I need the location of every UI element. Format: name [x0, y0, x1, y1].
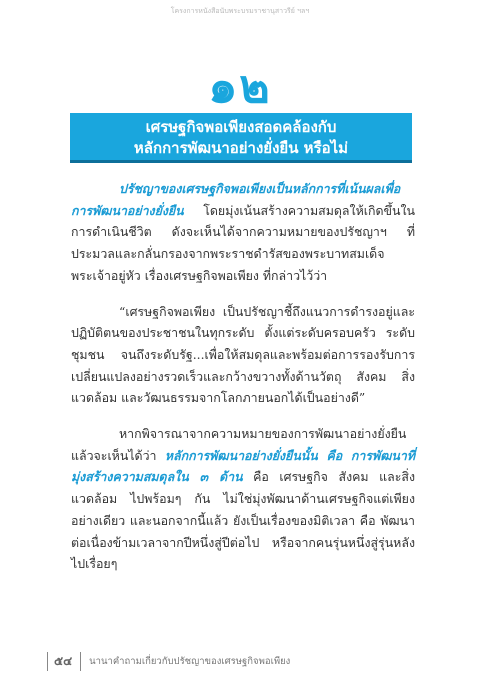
running-header: โครงการหนังสือนับพระบรมราชานุสาวรีย์ ฯลฯ [170, 7, 310, 15]
body-text [71, 178, 415, 589]
page-number: ๕๔ [47, 652, 81, 671]
book-title: นานาคำถามเกี่ยวกับปรัชญาของเศรษฐกิจพอเพียง [89, 655, 291, 667]
paragraph-3-emphasis: หลักการพัฒนาอย่างยั่งยืนนั้น คือ การพัฒนาที่มุ่งสร้างความสมดุลใน ๓ ด้าน [71, 447, 415, 485]
chapter-number: ๑๒ [208, 59, 272, 113]
paragraph-1 [71, 178, 415, 287]
paragraph-1-text: โดยมุ่งเน้นสร้างความสมดุลให้เกิดขึ้นในการดำเนินชีวิต ดังจะเห็นได้จากความหมายของปรัชญาฯ ที่ประมวลและกลั่นกรองจากพระราชดำรัสของพระบาทสมเด็จพระเจ้าอยู่หัว เรื่องเศรษฐกิจพอเพียง ที่กล่าวไว้ว่า [71, 202, 415, 283]
paragraph-3-text: คือ เศรษฐกิจ สังคม และสิ่งแวดล้อม ไปพร้อมๆ กัน ไม่ใช่มุ่งพัฒนาด้านเศรษฐกิจแต่เพียงอย่างเดียว และนอกจากนี้แล้ว ยังเป็นเรื่องของมิติเวลา คือ พัฒนาต่อเนื่องข้ามเวลาจากปีหนึ่งสู่ปีต่อไป หรือจากคนรุ่นหนึ่งสู่รุ่นหลังไปเรื่อยๆ [71, 469, 415, 572]
chapter-title-line-1: เศรษฐกิจพอเพียงสอดคล้องกับ [145, 118, 337, 136]
page-footer [47, 651, 480, 671]
chapter-title-line-2: หลักการพัฒนาอย่างยั่งยืน หรือไม่ [133, 139, 349, 157]
chapter-title-box [70, 113, 412, 163]
royal-quote: “เศรษฐกิจพอเพียง เป็นปรัชญาชี้ถึงแนวการดำรงอยู่และปฏิบัติตนของประชาชนในทุกระดับ ตั้งแต่ระดับครอบครัว ระดับชุมชน จนถึงระดับรัฐ...เพื่อให้สมดุลและพร้อมต่อการรองรับการเปลี่ยนแปลงอย่างรวดเร็วและกว้างขวางทั้งด้านวัตถุ สังคม สิ่งแวดล้อม และวัฒนธรรมจากโลกภายนอกได้เป็นอย่างดี” [71, 303, 415, 406]
paragraph-3 [71, 423, 415, 575]
paragraph-1-emphasis: ปรัชญาของเศรษฐกิจพอเพียงเป็นหลักการที่เน้นผลเพื่อการพัฒนาอย่างยั่งยืน [71, 181, 401, 218]
paragraph-3-lead: หากพิจารณาจากความหมายของการพัฒนาอย่างยั่งยืนแล้วจะเห็นได้ว่า [71, 426, 407, 463]
